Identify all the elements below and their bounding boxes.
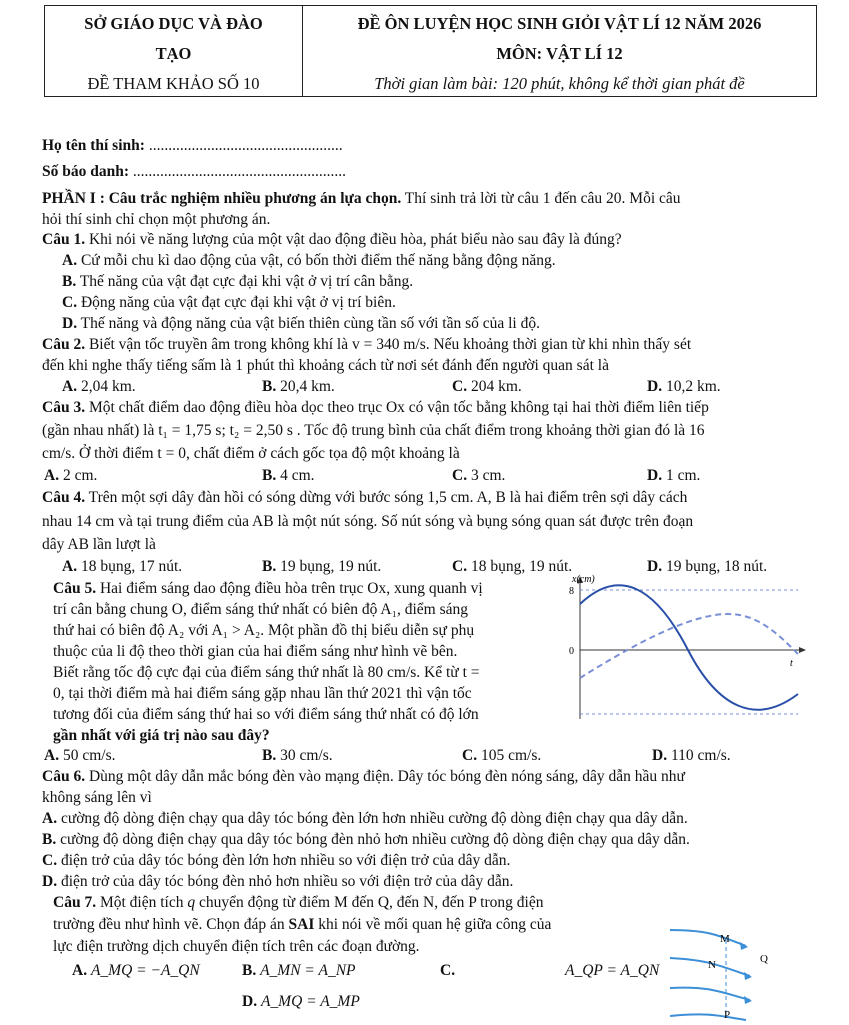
student-name-line [42,136,343,155]
q3-option-a[interactable] [44,466,97,485]
q7-text-2-bold: SAI [288,916,315,933]
q5-a-label: A. [44,747,60,764]
q6-stem [42,767,685,786]
q1-option-a[interactable] [62,251,556,270]
q7-a-text: A_MQ = −A_QN [90,962,200,979]
q4-text-1: Trên một sợi dây đàn hồi có sóng dừng với bước sóng 1,5 cm. A, B là hai điểm trên sợi dây cách [85,489,688,506]
q2-option-d[interactable] [647,377,721,396]
q7-c-label: C. [440,962,456,979]
q1-b-label: B. [62,273,77,290]
q7-field-figure [650,920,800,1024]
header-left [45,6,303,96]
q7-b-label: B. [242,962,257,979]
q3-text-2: (gần nhau nhất) là t₁ = 1,75 s; t₂ = 2,50 s . Tốc độ trung bình của chất điểm trong khoảng thời gian đó là 16 [42,422,705,439]
q7-stem [53,893,543,912]
point-p: P [724,1009,731,1021]
q3-b-label: B. [262,467,277,484]
field-arrow-1 [740,942,748,950]
q6-b-text: cường độ dòng điện chạy qua dây tóc bóng đèn nhỏ hơn nhiều cường độ dòng điện chạy qua dây dẫn. [56,831,690,848]
exam-code: ĐỀ THAM KHẢO SỐ 10 [87,74,260,93]
q2-a-text: 2,04 km. [77,378,136,395]
q5-graph [558,574,808,724]
q7-d-text: A_MQ = A_MP [260,993,360,1010]
q7-option-b[interactable] [242,961,356,980]
q4-b-text: 19 bụng, 19 nút. [276,558,382,575]
q6-option-a[interactable] [42,809,688,828]
q6-number: Câu 6. [42,768,86,785]
q2-option-c[interactable] [452,377,522,396]
q5-d-text: 110 cm/s. [667,747,731,764]
q7-option-c-label-wrap[interactable] [440,961,455,980]
student-id-blank[interactable]: ....................................................... [132,163,347,180]
q5-text-1: Hai điểm sáng dao động điều hòa trên trục Ox, xung quanh vị [96,580,483,597]
q1-a-label: A. [62,252,78,269]
q6-option-d[interactable] [42,872,513,891]
q5-c-text: 105 cm/s. [477,747,542,764]
q7-text-2a: trường đều như hình vẽ. Chọn đáp án [53,916,289,933]
q3-a-label: A. [44,467,60,484]
q3-c-label: C. [452,467,468,484]
q5-text-6: 0, tại thời điểm mà hai điểm sáng gặp nhau lần thứ 2021 thì vận tốc [53,685,472,702]
q3-text-3: cm/s. Ở thời điểm t = 0, chất điểm ở cách gốc tọa độ một khoảng là [42,445,460,462]
section-desc: Thí sinh trả lời từ câu 1 đến câu 20. Mỗi câu [401,190,681,207]
q5-option-d[interactable] [652,746,731,765]
q7-option-c[interactable] [565,961,659,980]
q2-c-text: 204 km. [467,378,522,395]
q7-text-2 [53,915,551,934]
q1-text: Khi nói về năng lượng của một vật dao động điều hòa, phát biểu nào sau đây là đúng? [85,231,622,248]
q5-graph-ytick-top: 8 [569,586,574,597]
q1-number: Câu 1. [42,231,86,248]
q6-text-2: không sáng lên vì [42,789,152,806]
field-line-4 [670,1014,746,1020]
point-m: M [720,933,730,945]
point-q: Q [760,953,768,965]
student-id-label: Số báo danh: [42,163,130,180]
q5-number: Câu 5. [53,580,97,597]
q1-c-text: Động năng của vật đạt cực đại khi vật ở vị trí biên. [77,294,396,311]
q7-c-text: A_QP = A_QN [565,962,660,979]
q5-text-4: thuộc của li độ theo thời gian của hai điểm sáng như hình vẽ bên. [53,643,458,660]
q2-stem [42,335,691,354]
q7-number: Câu 7. [53,894,97,911]
q2-b-text: 20,4 km. [276,378,335,395]
q4-a-label: A. [62,558,78,575]
q4-text-2: nhau 14 cm và tại trung điểm của AB là một nút sóng. Số nút sóng và bụng sóng quan sát được trên đoạn [42,513,694,530]
q3-a-text: 2 cm. [59,467,98,484]
q5-a-text: 50 cm/s. [59,747,116,764]
q4-d-text: 19 bụng, 18 nút. [662,558,768,575]
q6-d-text: điện trở của dây tóc bóng đèn nhỏ hơn nhiều so với điện trở của dây dẫn. [57,873,514,890]
q2-d-text: 10,2 km. [662,378,721,395]
q4-b-label: B. [262,558,277,575]
q7-b-text: A_MN = A_NP [260,962,356,979]
q7-text-2b: khi nói về mối quan hệ giữa công của [314,916,552,933]
q3-stem [42,398,709,417]
q1-a-text: Cứ mỗi chu kì dao động của vật, có bốn thời điểm thế năng bằng động năng. [77,252,556,269]
q2-text-2: đến khi nghe thấy tiếng sấm là 1 phút thì khoảng cách từ nơi sét đánh đến người quan sát là [42,357,609,374]
q2-d-label: D. [647,378,663,395]
q5-curve-2 [580,614,798,678]
q1-d-text: Thế năng và động năng của vật biến thiên cùng tần số với tần số của li độ. [77,315,540,332]
q3-option-c[interactable] [452,466,505,485]
q6-text-1: Dùng một dây dẫn mắc bóng đèn vào mạng điện. Dây tóc bóng đèn nóng sáng, dây dẫn hầu như [85,768,685,785]
q1-option-c[interactable] [62,293,396,312]
point-n: N [708,959,716,971]
q3-text-1: Một chất điểm dao động điều hòa dọc theo trục Ox có vận tốc bằng không tại hai thời điểm liên tiếp [85,399,709,416]
q2-text-1: Biết vận tốc truyền âm trong không khí là v = 340 m/s. Nếu khoảng thời gian từ khi nhìn thấy sét [85,336,692,353]
q5-d-label: D. [652,747,668,764]
q7-text-3: lực điện trường dịch chuyển điện tích trên các đoạn đường. [53,938,420,955]
field-line-1 [670,930,746,946]
q7-text-1a: Một điện tích [96,894,188,911]
q5-graph-x-arrow [799,647,806,653]
q4-stem [42,488,687,507]
q5-text-2: trí cân bằng chung O, điểm sáng thứ nhất có biên độ A₁, điểm sáng [53,601,468,618]
q5-b-label: B. [262,747,277,764]
department-name-cont: TẠO [155,44,192,63]
q1-d-label: D. [62,315,78,332]
q4-text-3: dây AB lần lượt là [42,536,156,553]
q3-d-text: 1 cm. [662,467,701,484]
q6-c-label: C. [42,852,58,869]
q7-option-a[interactable] [72,961,200,980]
q1-option-d[interactable] [62,314,540,333]
q5-option-c[interactable] [462,746,541,765]
q4-d-label: D. [647,558,663,575]
q3-c-text: 3 cm. [467,467,506,484]
q6-d-label: D. [42,873,58,890]
q4-option-c[interactable] [452,557,572,576]
q3-d-label: D. [647,467,663,484]
field-arrow-3 [744,996,752,1004]
student-id-line [42,162,346,181]
section-title: PHẦN I : Câu trắc nghiệm nhiều phương án lựa chọn. [42,190,402,207]
subject: MÔN: VẬT LÍ 12 [496,44,623,63]
q5-c-label: C. [462,747,478,764]
q5-stem [53,579,483,598]
time-allowed: Thời gian làm bài: 120 phút, không kể thời gian phát đề [374,74,745,93]
field-arrow-2 [744,972,752,980]
q7-option-d[interactable] [242,992,360,1011]
q2-b-label: B. [262,378,277,395]
q5-text-5: Biết rằng tốc độ cực đại của điểm sáng thứ nhất là 80 cm/s. Kể từ t = [53,664,480,681]
q2-option-b[interactable] [262,377,335,396]
q2-c-label: C. [452,378,468,395]
exam-header [44,5,817,97]
q7-d-label: D. [242,993,258,1010]
exam-title: ĐỀ ÔN LUYỆN HỌC SINH GIỎI VẬT LÍ 12 NĂM 2026 [357,14,762,33]
q6-b-label: B. [42,831,57,848]
q4-c-text: 18 bụng, 19 nút. [467,558,573,575]
q1-option-b[interactable] [62,272,413,291]
q7-text-1b: chuyển động từ điểm M đến Q, đến N, đến P trong điện [195,894,544,911]
q6-option-b[interactable] [42,830,690,849]
q2-option-a[interactable] [62,377,136,396]
field-line-3 [670,988,750,1000]
q5-option-a[interactable] [44,746,115,765]
q6-option-c[interactable] [42,851,510,870]
q6-c-text: điện trở của dây tóc bóng đèn lớn hơn nhiều so với điện trở của dây dẫn. [57,852,511,869]
q6-a-text: cường độ dòng điện chạy qua dây tóc bóng đèn lớn hơn nhiều cường độ dòng điện chạy qua dây dẫn. [57,810,688,827]
section-desc-2: hỏi thí sinh chỉ chọn một phương án. [42,211,271,228]
q3-option-b[interactable] [262,466,315,485]
q2-number: Câu 2. [42,336,86,353]
q3-b-text: 4 cm. [276,467,315,484]
q5-text-3: thứ hai có biên độ A₂ với A₁ > A₂. Một phần đồ thị biểu diễn sự phụ [53,622,475,639]
header-right [303,6,816,96]
q3-option-d[interactable] [647,466,700,485]
q1-b-text: Thế năng của vật đạt cực đại khi vật ở vị trí cân bằng. [76,273,414,290]
q4-number: Câu 4. [42,489,86,506]
q5-text-7: tương đối của điểm sáng thứ hai so với điểm sáng thứ nhất có độ lớn [53,706,479,723]
q7-charge-symbol: q [187,894,196,911]
q5-curve-1 [580,585,798,709]
q6-a-label: A. [42,810,58,827]
student-name-blank[interactable]: .................................................. [148,137,343,154]
q3-number: Câu 3. [42,399,86,416]
q5-text-8: gần nhất với giá trị nào sau đây? [53,727,270,744]
q7-a-label: A. [72,962,88,979]
department-name: SỞ GIÁO DỤC VÀ ĐÀO [84,14,263,33]
student-name-label: Họ tên thí sinh: [42,137,145,154]
q4-option-a[interactable] [62,557,182,576]
q1-stem [42,230,622,249]
q2-a-label: A. [62,378,78,395]
q4-a-text: 18 bụng, 17 nút. [77,558,183,575]
q5-option-b[interactable] [262,746,333,765]
q1-c-label: C. [62,294,78,311]
q5-graph-xlabel: t [790,658,793,669]
q5-graph-ylabel: x(cm) [572,574,595,585]
section-heading [42,189,681,208]
q5-graph-ytick-zero: 0 [569,646,574,657]
q4-c-label: C. [452,558,468,575]
q4-option-b[interactable] [262,557,381,576]
q5-b-text: 30 cm/s. [276,747,333,764]
